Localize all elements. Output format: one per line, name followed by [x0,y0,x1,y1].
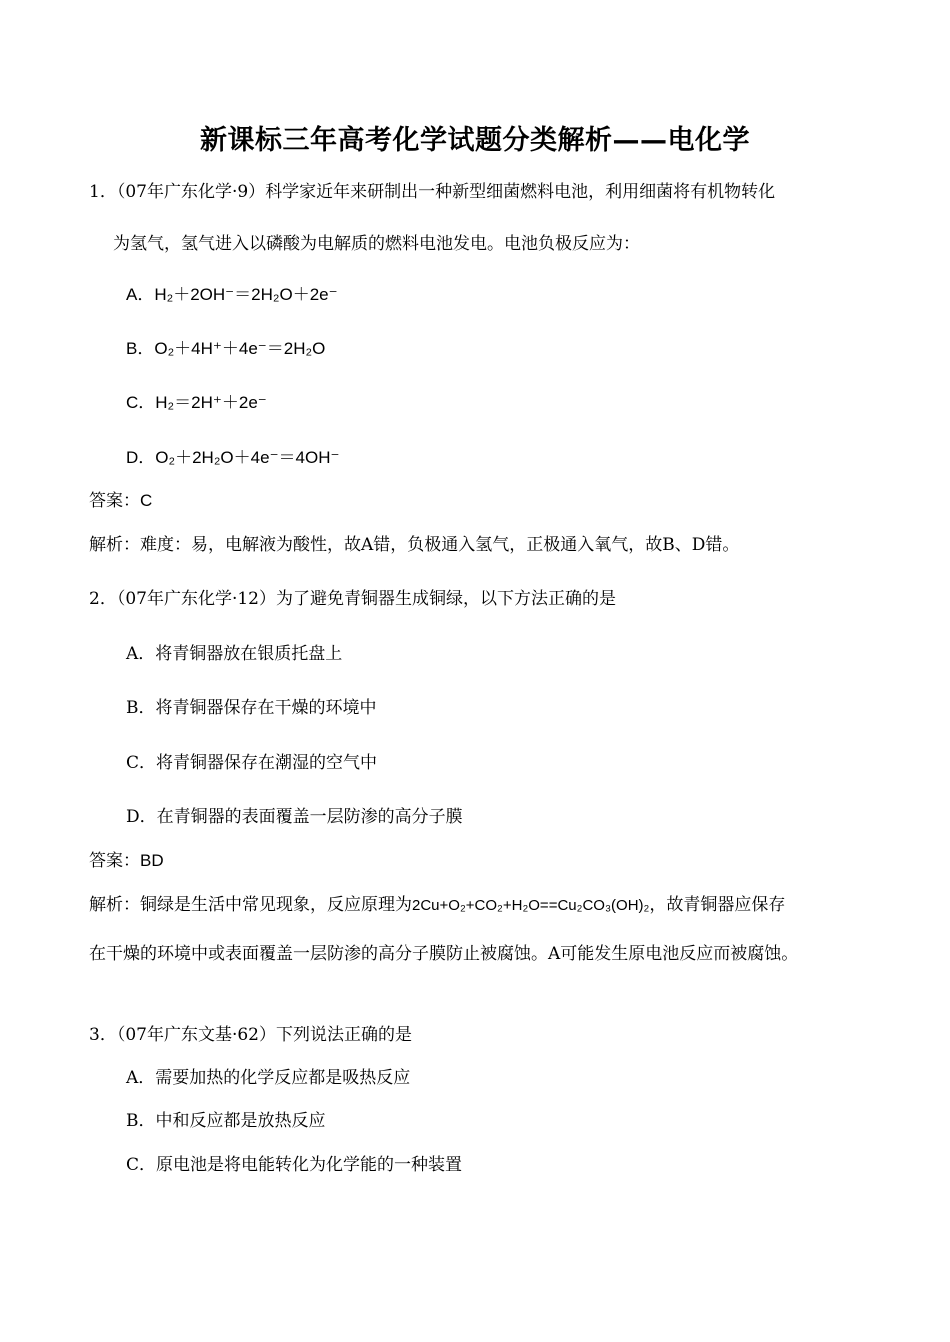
question-2-answer [89,850,164,872]
question-3-stem-text: 下列说法正确的是 [276,1025,412,1045]
option-label: C． [126,1155,157,1175]
option-text: 将青铜器保存在潮湿的空气中 [156,753,378,773]
option-text: 在青铜器的表面覆盖一层防渗的高分子膜 [156,807,463,827]
reaction-equation: 2Cu+O₂+CO₂+H₂O==Cu₂CO₃(OH)₂ [412,897,650,914]
question-2-stem [89,588,616,610]
question-2-option-b [126,697,377,719]
question-1-option-c [126,392,267,414]
question-3-source: （07年广东文基·62） [116,1025,276,1045]
question-2-option-d [126,806,463,828]
option-label: A． [126,1068,156,1088]
option-label: B． [126,339,155,358]
option-label: A． [126,644,156,664]
answer-value: BD [140,851,164,870]
option-formula: H₂＋2OH⁻＝2H₂O＋2e⁻ [154,285,338,304]
option-formula: O₂＋2H₂O＋4e⁻＝4OH⁻ [155,448,340,467]
question-1-source: （07年广东化学·9） [116,182,266,202]
option-formula: O₂＋4H⁺＋4e⁻＝2H₂O [154,339,326,358]
option-text: 需要加热的化学反应都是吸热反应 [155,1068,411,1088]
analysis-prefix: 解析：铜绿是生活中常见现象，反应原理为 [89,895,412,915]
option-label: C． [126,393,156,412]
question-3-number: 3． [89,1025,117,1045]
question-1-analysis: 解析：难度：易，电解液为酸性，故A错，负极通入氢气，正极通入氧气，故B、D错。 [89,535,740,555]
option-label: D． [126,807,157,827]
question-1-stem-line-2: 为氢气，氢气进入以磷酸为电解质的燃料电池发电。电池负极反应为： [113,234,640,254]
question-1-stem-line-1 [89,181,775,203]
option-label: B． [126,1111,156,1131]
question-3-stem [89,1024,412,1046]
question-2-number: 2． [89,589,117,609]
page-title: 新课标三年高考化学试题分类解析——电化学 [200,125,750,156]
option-text: 将青铜器保存在干燥的环境中 [155,698,377,718]
option-text: 中和反应都是放热反应 [155,1111,326,1131]
question-2-option-c [126,752,377,774]
question-3-option-c [126,1154,462,1176]
option-label: D． [126,448,156,467]
option-text: 将青铜器放在银质托盘上 [155,644,343,664]
answer-label: 答案： [89,491,140,511]
option-formula: H₂＝2H⁺＋2e⁻ [155,393,267,412]
question-1-number: 1． [89,182,117,202]
option-label: C． [126,753,157,773]
question-3-option-b [126,1110,326,1132]
analysis-suffix: ，故青铜器应保存 [649,895,786,915]
question-1-option-b [126,338,325,360]
question-2-source: （07年广东化学·12） [116,589,276,609]
question-1-option-a [126,284,338,306]
question-1-stem-text: 科学家近年来研制出一种新型细菌燃料电池，利用细菌将有机物转化 [265,182,776,202]
answer-label: 答案： [89,851,140,871]
answer-value: C [140,491,153,510]
question-2-stem-text: 为了避免青铜器生成铜绿，以下方法正确的是 [276,589,616,609]
question-1-answer [89,490,152,512]
option-label: B． [126,698,156,718]
question-2-option-a [126,643,342,665]
question-1-option-d [126,447,339,469]
question-2-analysis-line-2: 在干燥的环境中或表面覆盖一层防渗的高分子膜防止被腐蚀。A可能发生原电池反应而被腐蚀。 [89,944,799,964]
question-2-analysis-line-1 [89,894,785,917]
option-label: A． [126,285,155,304]
option-text: 原电池是将电能转化为化学能的一种装置 [156,1155,463,1175]
question-3-option-a [126,1067,410,1089]
